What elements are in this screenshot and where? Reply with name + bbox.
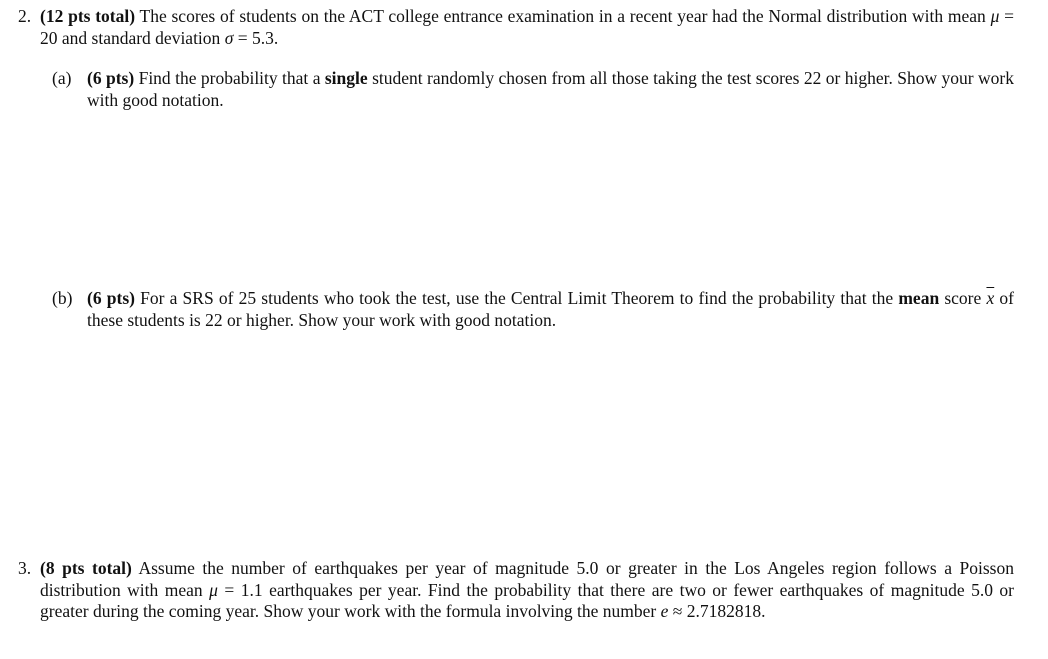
part-a-text-1: Find the probability that a <box>134 68 325 88</box>
part-a-bold-word: single <box>324 68 368 88</box>
sigma-symbol: σ <box>224 27 234 48</box>
problem-3-number: 3. <box>18 558 32 578</box>
part-a-text-2: student randomly chosen from all those taking the test scores 22 or higher. Show your work with good notation. <box>87 68 1015 110</box>
problem-2-number: 2. <box>18 6 32 26</box>
problem-2-part-b <box>52 288 1014 331</box>
part-b-text-2: score <box>939 288 987 308</box>
problem-2-text: The scores of students on the ACT college entrance examination in a recent year had the Normal distribution with mean <box>135 6 991 26</box>
part-a-statement <box>87 68 1014 111</box>
problem-3-statement <box>40 558 1014 623</box>
xbar-symbol: $\overline{x}$ <box>986 288 995 308</box>
mu-value: = 20 and standard deviation <box>40 6 1015 48</box>
part-b-label: (b) <box>52 288 73 308</box>
part-b-text-3: of these students is 22 or higher. Show your work with good notation. <box>87 288 1014 330</box>
part-b-text-1: For a SRS of 25 students who took the test, use the Central Limit Theorem to find the probability that the <box>134 288 899 308</box>
part-b-bold-word: mean <box>898 288 940 308</box>
problem-3-text-2: = 1.1 earthquakes per year. Find the probability that there are two or fewer earthquakes of magnitude 5.0 or greater during the coming year. Show your work with the formula involving the number <box>40 579 1014 621</box>
part-a-label: (a) <box>52 68 72 88</box>
problem-3-text-1: Assume the number of earthquakes per year of magnitude 5.0 or greater in the Los Angeles region follows a Poisson distribution with mean <box>40 558 1014 600</box>
problem-2-points: (12 pts total) <box>40 6 136 26</box>
mu-symbol-3: μ <box>209 579 218 600</box>
problem-3 <box>18 558 1014 623</box>
problem-2-statement <box>40 6 1014 49</box>
problem-2-part-a <box>52 68 1014 111</box>
part-b-statement <box>87 288 1014 331</box>
problem-3-text-3: ≈ 2.7182818. <box>668 601 766 621</box>
part-b-points: (6 pts) <box>87 288 135 308</box>
sigma-value: = 5.3. <box>233 27 279 48</box>
mu-symbol: μ <box>990 6 1000 26</box>
e-symbol: e <box>660 601 669 621</box>
problem-3-points: (8 pts total) <box>40 558 132 578</box>
part-a-points: (6 pts) <box>87 68 135 88</box>
problem-2 <box>18 6 1014 49</box>
